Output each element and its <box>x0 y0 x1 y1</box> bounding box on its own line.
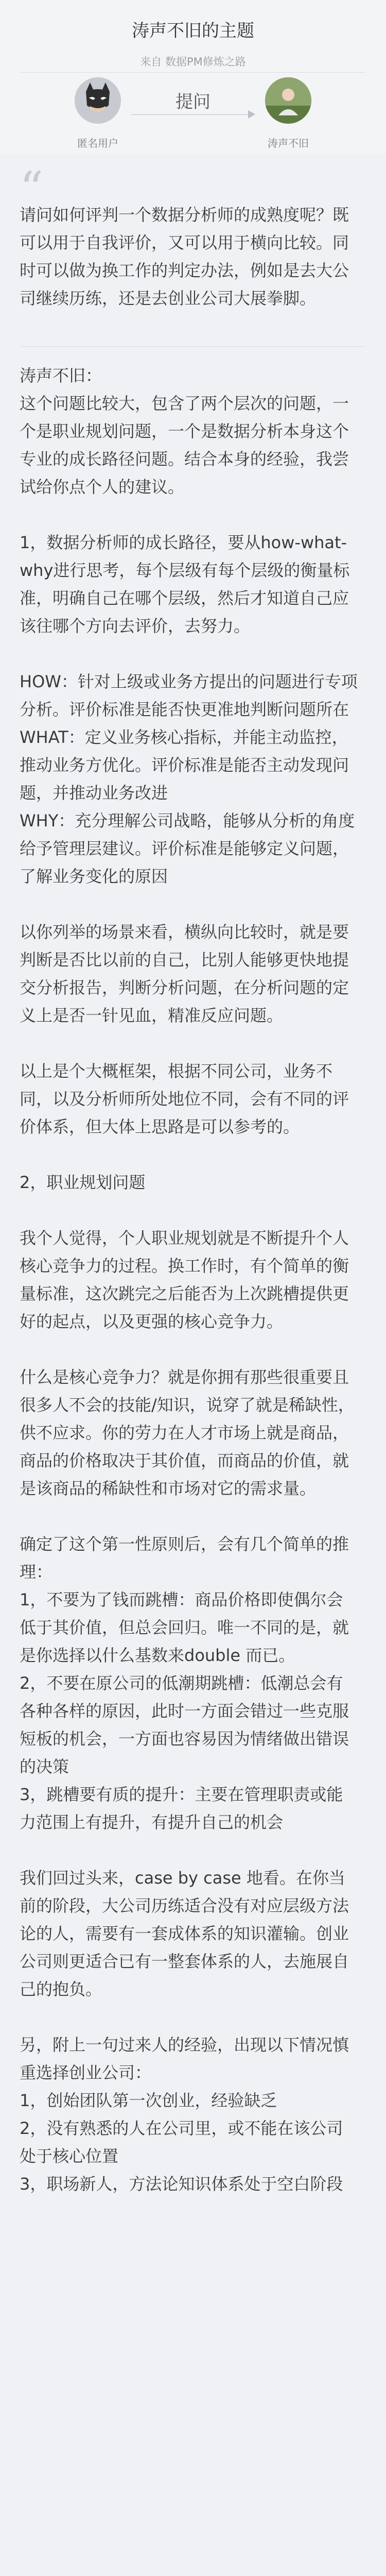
paragraph: HOW：针对上级或业务方提出的问题进行专项分析。评价标准是能否快更准地判断问题所在 WHAT：定义业务核心指标，并能主动监控，推动业务方优化。评价标准是能否主动发现问题，并推动业务改进 WHY：充分理解公司战略，能够从分析的角度给予管理层建议。评价标准是能够定义问题，了解业务变化的原因 <box>20 672 358 886</box>
ask-label: 提问 <box>176 92 210 112</box>
arrow-right-icon <box>248 110 255 118</box>
divider <box>21 346 365 347</box>
quote-mark-icon: “ <box>20 162 44 216</box>
paragraph: 以你列举的场景来看，横纵向比较时，就是要判断是否比以前的自己，比别人能够更快地提交分析报告，判断分析问题，在分析问题的定义上是否一针见血，精准反应问题。 <box>20 922 349 1025</box>
paragraph: 1，数据分析师的成长路径，要从how-what-why进行思考，每个层级有每个层级的衡量标准，明确自己在哪个层级，然后才知道自己应该往哪个方向去评价，去努力。 <box>20 533 350 636</box>
avatar-right[interactable] <box>265 77 311 124</box>
batman-avatar-icon <box>75 77 121 124</box>
right-user-name: 涛声不旧 <box>268 137 309 149</box>
paragraph: 确定了这个第一性原则后，会有几个简单的推理： 1，不要为了钱而跳槽：商品价格即使偶尔会低于其价值，但总会回归。唯一不同的是，就是你选择以什么基数来double 而已。 2，不要在原公司的低潮期跳槽：低潮总会有各种各样的原因，此时一方面会错过一些克服短板的机会，一方面也容易因为情绪做出错误的决策 3，跳槽要有质的提升：主要在管理职责或能力范围上有提升，有提升自己的机会 <box>20 1534 349 1832</box>
content-area <box>0 155 386 2576</box>
person-avatar-icon <box>265 77 311 124</box>
paragraph: 我个人觉得，个人职业规划就是不断提升个人核心竞争力的过程。换工作时，有个简单的衡量标准，这次跳完之后能否为上次跳槽提供更好的起点，以及更强的核心竞争力。 <box>20 1228 349 1331</box>
divider <box>21 72 365 73</box>
paragraph: 以上是个大概框架，根据不同公司，业务不同，以及分析师所处地位不同，会有不同的评价体系，但大体上思路是可以参考的。 <box>20 1061 349 1137</box>
left-user-name: 匿名用户 <box>77 137 118 149</box>
paragraph: 我们回过头来，case by case 地看。在你当前的阶段，大公司历练适合没有对应层级方法论的人，需要有一套成体系的知识灌输。创业公司则更适合已有一整套体系的人，去施展自己的抱负。 <box>20 1868 349 1999</box>
avatar-left[interactable] <box>75 77 121 124</box>
question-text <box>20 201 359 312</box>
header <box>0 0 386 155</box>
page-title: 涛声不旧的主题 <box>132 21 254 41</box>
paragraph: 什么是核心竞争力？就是你拥有那些很重要且很多人不会的技能/知识，说穿了就是稀缺性，供不应求。你的劳力在人才市场上就是商品，商品的价格取决于其价值，而商品的价值，就是该商品的稀缺性和市场对它的需求量。 <box>20 1367 355 1498</box>
answer-text <box>20 362 359 2198</box>
paragraph: 2，职业规划问题 <box>20 1173 146 1192</box>
paragraph: 涛声不旧： 这个问题比较大，包含了两个层次的问题，一个是职业规划问题，一个是数据分析本身这个专业的成长路径问题。结合本身的经验，我尝试给你点个人的建议。 <box>20 366 349 497</box>
source-text: 来自 数据PM修炼之路 <box>140 56 246 68</box>
ask-arrow-line <box>131 114 255 115</box>
paragraph: 另，附上一句过来人的经验，出现以下情况慎重选择创业公司： 1，创始团队第一次创业，经验缺乏 2，没有熟悉的人在公司里，或不能在该公司处于核心位置 3，职场新人，方法论知识体系处于空白阶段 <box>20 2035 349 2194</box>
question: 请问如何评判一个数据分析师的成熟度呢？既可以用于自我评价，又可以用于横向比较。同时可以做为换工作的判定办法，例如是去大公司继续历练，还是去创业公司大展拳脚。 <box>20 205 349 308</box>
